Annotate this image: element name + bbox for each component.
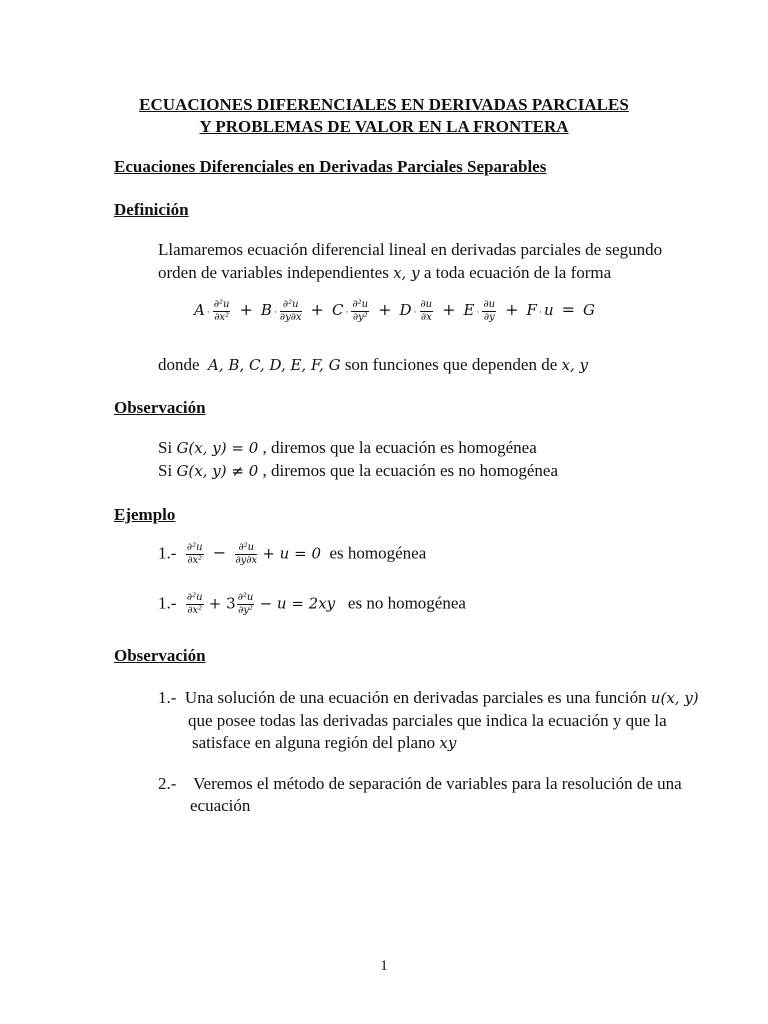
example-2-tail: − u = 2xy (259, 594, 336, 613)
example-1 (158, 543, 426, 566)
example-1-text: es homogénea (329, 543, 427, 563)
frac-d2u-dx2: $\frac{\text{∂²u}}{\text{∂x²}}$ (186, 542, 203, 566)
observation2-item-1-line-2: que posee todas las derivadas parciales que indica la ecuación y que la (188, 711, 667, 730)
frac-du-dy: $\frac{\partial u}{\partial y}$ (483, 299, 496, 323)
frac-d2u-dydx: $\frac{\text{∂²u}}{\partial y\partial x}$ (235, 542, 258, 566)
frac-d2u-dy2: $\frac{\text{∂²u}}{\text{∂y²}}$ (352, 299, 369, 323)
plus-sign: + (442, 300, 456, 320)
plus-sign: + (378, 300, 392, 320)
observation2-item-2-line-1: 2.- Veremos el método de separación de variables para la resolución de una (158, 774, 682, 793)
coef-a: A (194, 301, 205, 320)
observation-heading-2: Observación (114, 646, 206, 665)
where-after: son funciones que dependen de (344, 355, 558, 374)
math-g-neq-zero: G(x, y) ≠ 0 (176, 462, 259, 480)
where-vars: x, y (561, 356, 588, 374)
minus-sign: − (212, 543, 227, 563)
section-heading: Ecuaciones Diferenciales en Derivadas Parciales Separables (114, 157, 547, 176)
mult-dot: · (538, 306, 542, 317)
frac-d2u-dx2: $\frac{\text{∂²u}}{\text{∂x²}}$ (213, 299, 230, 323)
coef-f: F (526, 301, 537, 320)
coef-c: C (331, 301, 344, 320)
math-g-eq-zero: G(x, y) = 0 (176, 439, 259, 457)
frac-d2u-dy2: $\frac{\text{∂²u}}{\text{∂y²}}$ (237, 592, 254, 616)
observation2-item-2-line-2: ecuación (190, 796, 251, 815)
general-equation (194, 300, 595, 323)
where-before: donde (158, 355, 200, 374)
page-number: 1 (380, 958, 388, 974)
example-2-text: es no homogénea (347, 593, 466, 613)
where-list: A, B, C, D, E, F, G (208, 356, 341, 374)
coef-d: D (399, 301, 412, 320)
item-2-number: 2.- (158, 774, 177, 793)
coef-b: B (260, 301, 272, 320)
definition-text-2 (158, 263, 611, 283)
observation1-line-1: Si G(x, y) = 0 , diremos que la ecuación es homogénea (158, 438, 537, 457)
definition-text-1: Llamaremos ecuación diferencial lineal en derivadas parciales de segundo (158, 240, 663, 259)
example-1-tail: + u = 0 (262, 544, 321, 563)
observation1-line-2: Si G(x, y) ≠ 0 , diremos que la ecuación es no homogénea (158, 461, 559, 480)
equals-sign: = (561, 300, 576, 320)
math-u-of-xy: u(x, y) (650, 689, 699, 707)
plus-three: + 3 (208, 594, 236, 613)
mult-dot: · (345, 306, 349, 317)
frac-d2u-dx2: $\frac{\text{∂²u}}{\text{∂x²}}$ (186, 592, 203, 616)
example-2-number: 1.- (158, 593, 177, 613)
mult-dot: · (413, 306, 417, 317)
observation2-item-1-line-3: satisface en alguna región del plano xy (192, 733, 457, 752)
definition-vars: x, y (393, 264, 420, 282)
title-line-1: ECUACIONES DIFERENCIALES EN DERIVADAS PARCIALES (139, 95, 629, 114)
observation-heading-1: Observación (114, 398, 206, 417)
item-1-number: 1.- (158, 688, 177, 707)
frac-d2u-dydx: $\frac{\text{∂²u}}{\partial y\partial x}$ (279, 299, 302, 323)
title-line-2: Y PROBLEMAS DE VALOR EN LA FRONTERA (199, 117, 569, 136)
mult-dot: · (206, 306, 210, 317)
frac-du-dx: $\frac{\partial u}{\partial x}$ (420, 299, 433, 323)
definition-text-2-after: a toda ecuación de la forma (423, 263, 612, 282)
definition-where (158, 355, 588, 375)
example-heading: Ejemplo (114, 505, 176, 524)
observation2-item-1-line-1: 1.- Una solución de una ecuación en derivadas parciales es una función u(x, y) (158, 688, 699, 707)
example-2 (158, 593, 466, 616)
definition-heading: Definición (114, 200, 189, 219)
mult-dot: · (273, 306, 277, 317)
example-1-number: 1.- (158, 543, 177, 563)
mult-dot: · (476, 306, 480, 317)
coef-e: E (463, 301, 475, 320)
coef-g: G (583, 301, 595, 320)
var-u: u (543, 301, 554, 320)
plus-sign: + (505, 300, 519, 320)
plus-sign: + (310, 300, 324, 320)
math-xy: xy (439, 734, 457, 752)
definition-text-2-before: orden de variables independientes (158, 263, 389, 282)
plus-sign: + (239, 300, 253, 320)
